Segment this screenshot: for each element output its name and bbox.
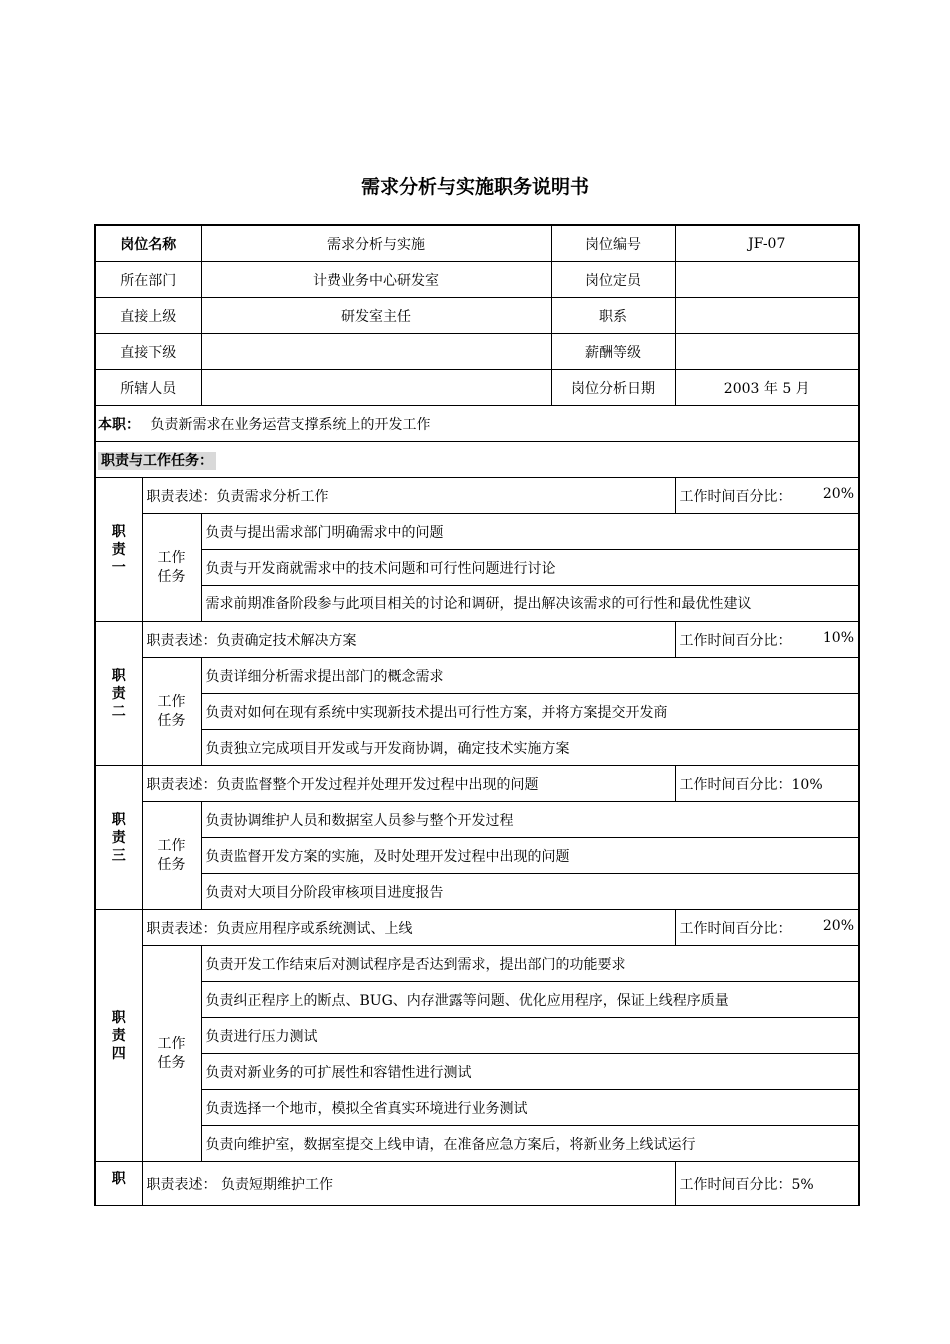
- header-row: [95, 225, 859, 262]
- duty-name-text: 职责二: [111, 667, 126, 720]
- time-percent: 20%: [822, 917, 854, 934]
- header-label: 岗位名称: [95, 225, 201, 262]
- duty-desc-row: [95, 766, 859, 802]
- time-percent: 10%: [791, 776, 823, 793]
- task-row: [95, 946, 859, 982]
- header-value: 研发室主任: [201, 298, 551, 334]
- time-percent: 5%: [791, 1176, 814, 1193]
- duty-desc: 职责表述：负责应用程序或系统测试、上线: [142, 910, 675, 946]
- duty-desc-row: [95, 1162, 859, 1206]
- task-label: [142, 802, 201, 910]
- task-item: 负责纠正程序上的断点、BUG、内存泄露等问题、优化应用程序，保证上线程序质量: [201, 982, 859, 1018]
- task-row: [95, 982, 859, 1018]
- task-row: [95, 514, 859, 550]
- task-label: [142, 658, 201, 766]
- header-label-2: 职系: [551, 298, 675, 334]
- duty-name-text: 职责四: [111, 1009, 126, 1062]
- duty-time: [675, 766, 859, 802]
- task-item: 负责详细分析需求提出部门的概念需求: [201, 658, 859, 694]
- task-row: [95, 1126, 859, 1162]
- task-row: [95, 694, 859, 730]
- task-row: [95, 802, 859, 838]
- task-row: [95, 874, 859, 910]
- header-value-2: [675, 298, 859, 334]
- duty-name: 职: [95, 1162, 142, 1206]
- task-item: 负责对大项目分阶段审核项目进度报告: [201, 874, 859, 910]
- role-label: 本职：: [98, 416, 140, 433]
- time-percent: 20%: [822, 485, 854, 502]
- task-label-text: 工作任务: [157, 1035, 186, 1071]
- header-label: 所辖人员: [95, 370, 201, 406]
- header-value-2: JF-07: [675, 225, 859, 262]
- header-row: [95, 370, 859, 406]
- task-label: [142, 514, 201, 622]
- header-label-2: 岗位定员: [551, 262, 675, 298]
- duty-name-text: 职责三: [111, 811, 126, 864]
- header-value-2: [675, 334, 859, 370]
- header-label-2: 岗位分析日期: [551, 370, 675, 406]
- duty-desc-row: [95, 478, 859, 514]
- duty-name: [95, 910, 142, 1162]
- role-text: 负责新需求在业务运营支撑系统上的开发工作: [150, 416, 431, 433]
- time-label: 工作时间百分比：: [679, 920, 792, 937]
- header-value: 计费业务中心研发室: [201, 262, 551, 298]
- duty-desc: 职责表述：负责确定技术解决方案: [142, 622, 675, 658]
- task-row: [95, 730, 859, 766]
- header-value: [201, 370, 551, 406]
- job-description-table: [94, 224, 860, 1206]
- duty-time: [675, 478, 859, 514]
- header-row: [95, 298, 859, 334]
- header-label: 直接上级: [95, 298, 201, 334]
- duty-desc-row: [95, 910, 859, 946]
- duty-desc: 职责表述： 负责短期维护工作: [142, 1162, 675, 1206]
- task-item: 负责进行压力测试: [201, 1018, 859, 1054]
- header-row: [95, 262, 859, 298]
- header-value: 需求分析与实施: [201, 225, 551, 262]
- time-percent: 10%: [822, 629, 854, 646]
- task-row: [95, 1018, 859, 1054]
- header-value-2: 2003 年 5 月: [675, 370, 859, 406]
- header-label-2: 岗位编号: [551, 225, 675, 262]
- duty-name: [95, 622, 142, 766]
- duty-desc: 职责表述：负责需求分析工作: [142, 478, 675, 514]
- task-row: [95, 1054, 859, 1090]
- duty-desc-row: [95, 622, 859, 658]
- task-item: 负责协调维护人员和数据室人员参与整个开发过程: [201, 802, 859, 838]
- task-item: 负责与开发商就需求中的技术问题和可行性问题进行讨论: [201, 550, 859, 586]
- task-item: 需求前期准备阶段参与此项目相关的讨论和调研，提出解决该需求的可行性和最优性建议: [201, 586, 859, 622]
- time-label: 工作时间百分比：: [679, 488, 792, 505]
- task-label: [142, 946, 201, 1162]
- duty-time: [675, 910, 859, 946]
- task-label-text: 工作任务: [157, 693, 186, 729]
- duties-heading-cell: [95, 442, 859, 478]
- task-row: [95, 658, 859, 694]
- header-row: [95, 334, 859, 370]
- task-row: [95, 586, 859, 622]
- time-label: 工作时间百分比：: [679, 1176, 792, 1193]
- task-item: 负责对如何在现有系统中实现新技术提出可行性方案，并将方案提交开发商: [201, 694, 859, 730]
- header-value: [201, 334, 551, 370]
- time-label: 工作时间百分比：: [679, 776, 792, 793]
- duty-name: [95, 766, 142, 910]
- task-item: 负责监督开发方案的实施，及时处理开发过程中出现的问题: [201, 838, 859, 874]
- duty-desc: 职责表述：负责监督整个开发过程并处理开发过程中出现的问题: [142, 766, 675, 802]
- header-label-2: 薪酬等级: [551, 334, 675, 370]
- task-row: [95, 838, 859, 874]
- duties-heading: 职责与工作任务：: [98, 452, 216, 470]
- task-item: 负责对新业务的可扩展性和容错性进行测试: [201, 1054, 859, 1090]
- task-label-text: 工作任务: [157, 549, 186, 585]
- role-row: [95, 406, 859, 442]
- role-cell: [95, 406, 859, 442]
- time-label: 工作时间百分比：: [679, 632, 792, 649]
- task-item: 负责开发工作结束后对测试程序是否达到需求，提出部门的功能要求: [201, 946, 859, 982]
- task-item: 负责与提出需求部门明确需求中的问题: [201, 514, 859, 550]
- task-label-text: 工作任务: [157, 837, 186, 873]
- task-item: 负责独立完成项目开发或与开发商协调，确定技术实施方案: [201, 730, 859, 766]
- duties-heading-row: [95, 442, 859, 478]
- task-item: 负责选择一个地市，模拟全省真实环境进行业务测试: [201, 1090, 859, 1126]
- header-value-2: [675, 262, 859, 298]
- duty-time: [675, 1162, 859, 1206]
- duty-name-text: 职责一: [111, 523, 126, 576]
- header-label: 所在部门: [95, 262, 201, 298]
- task-row: [95, 550, 859, 586]
- task-item: 负责向维护室，数据室提交上线申请，在准备应急方案后，将新业务上线试运行: [201, 1126, 859, 1162]
- task-row: [95, 1090, 859, 1126]
- duty-time: [675, 622, 859, 658]
- header-label: 直接下级: [95, 334, 201, 370]
- duty-name: [95, 478, 142, 622]
- document-title: 需求分析与实施职务说明书: [360, 176, 589, 198]
